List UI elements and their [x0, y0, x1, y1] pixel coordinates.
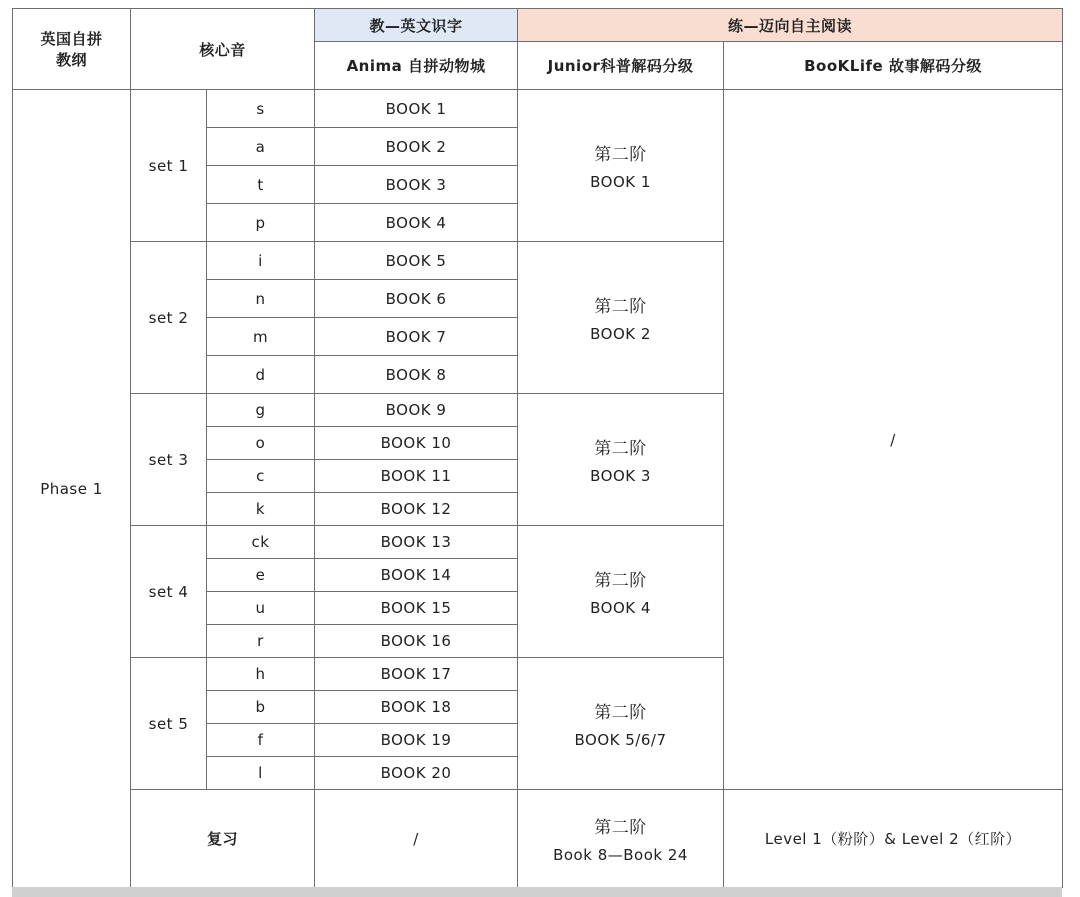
anima-book-cell: BOOK 13	[315, 526, 518, 559]
sound-cell: ck	[207, 526, 315, 559]
sound-cell: l	[207, 757, 315, 790]
syllabus-header-line2: 教纲	[55, 51, 87, 69]
sound-cell: f	[207, 724, 315, 757]
junior-stage-book: BOOK 3	[590, 467, 651, 485]
junior-stage-label: 第二阶	[594, 297, 647, 317]
booklife-column-header: BooKLife 故事解码分级	[724, 42, 1063, 90]
sound-cell: r	[207, 625, 315, 658]
teach-group-header: 教—英文识字	[315, 9, 518, 42]
booklife-sets-cell: /	[724, 90, 1063, 790]
sound-cell: c	[207, 460, 315, 493]
sound-cell: u	[207, 592, 315, 625]
review-row	[13, 790, 1063, 888]
review-stage-book: Book 8—Book 24	[553, 846, 688, 864]
phonics-curriculum-table	[12, 8, 1063, 888]
anima-book-cell: BOOK 1	[315, 90, 518, 128]
sound-cell: g	[207, 394, 315, 427]
junior-stage-label: 第二阶	[594, 439, 647, 459]
junior-stage-book: BOOK 4	[590, 599, 651, 617]
anima-book-cell: BOOK 18	[315, 691, 518, 724]
sound-cell: i	[207, 242, 315, 280]
review-anima-cell: /	[315, 790, 518, 888]
sound-cell: m	[207, 318, 315, 356]
set-label: set 3	[131, 394, 207, 526]
junior-stage-cell	[518, 394, 724, 526]
anima-book-cell: BOOK 10	[315, 427, 518, 460]
anima-book-cell: BOOK 7	[315, 318, 518, 356]
core-sound-header: 核心音	[131, 9, 315, 90]
practice-group-header: 练—迈向自主阅读	[518, 9, 1063, 42]
junior-stage-label: 第二阶	[594, 571, 647, 591]
junior-stage-cell	[518, 658, 724, 790]
sound-cell: t	[207, 166, 315, 204]
anima-book-cell: BOOK 9	[315, 394, 518, 427]
anima-book-cell: BOOK 17	[315, 658, 518, 691]
junior-stage-cell	[518, 90, 724, 242]
junior-stage-cell	[518, 242, 724, 394]
review-junior-cell	[518, 790, 724, 888]
sound-cell: p	[207, 204, 315, 242]
junior-stage-label: 第二阶	[594, 703, 647, 723]
syllabus-header-line1: 英国自拼	[40, 30, 103, 48]
anima-book-cell: BOOK 3	[315, 166, 518, 204]
junior-column-header: Junior科普解码分级	[518, 42, 724, 90]
anima-book-cell: BOOK 5	[315, 242, 518, 280]
set-label: set 4	[131, 526, 207, 658]
next-row-strip	[12, 887, 1062, 897]
review-label: 复习	[131, 790, 315, 888]
anima-book-cell: BOOK 20	[315, 757, 518, 790]
anima-book-cell: BOOK 15	[315, 592, 518, 625]
junior-stage-cell	[518, 526, 724, 658]
anima-book-cell: BOOK 16	[315, 625, 518, 658]
anima-book-cell: BOOK 4	[315, 204, 518, 242]
phase-cell: Phase 1	[13, 90, 131, 888]
set-label: set 2	[131, 242, 207, 394]
sound-cell: k	[207, 493, 315, 526]
set-label: set 5	[131, 658, 207, 790]
review-booklife-cell: Level 1（粉阶）& Level 2（红阶）	[724, 790, 1063, 888]
sound-cell: d	[207, 356, 315, 394]
anima-book-cell: BOOK 19	[315, 724, 518, 757]
junior-stage-book: BOOK 2	[590, 325, 651, 343]
anima-book-cell: BOOK 6	[315, 280, 518, 318]
syllabus-header	[13, 9, 131, 90]
sound-cell: h	[207, 658, 315, 691]
set-label: set 1	[131, 90, 207, 242]
sound-cell: o	[207, 427, 315, 460]
sound-cell: e	[207, 559, 315, 592]
junior-stage-book: BOOK 5/6/7	[574, 731, 667, 749]
anima-book-cell: BOOK 8	[315, 356, 518, 394]
sound-cell: s	[207, 90, 315, 128]
sound-cell: a	[207, 128, 315, 166]
sound-cell: n	[207, 280, 315, 318]
sound-cell: b	[207, 691, 315, 724]
header-row-1	[13, 9, 1063, 42]
review-stage-label: 第二阶	[594, 818, 647, 838]
junior-stage-book: BOOK 1	[590, 173, 651, 191]
table-row	[13, 90, 1063, 128]
anima-book-cell: BOOK 14	[315, 559, 518, 592]
anima-column-header: Anima 自拼动物城	[315, 42, 518, 90]
anima-book-cell: BOOK 12	[315, 493, 518, 526]
junior-stage-label: 第二阶	[594, 145, 647, 165]
anima-book-cell: BOOK 2	[315, 128, 518, 166]
anima-book-cell: BOOK 11	[315, 460, 518, 493]
